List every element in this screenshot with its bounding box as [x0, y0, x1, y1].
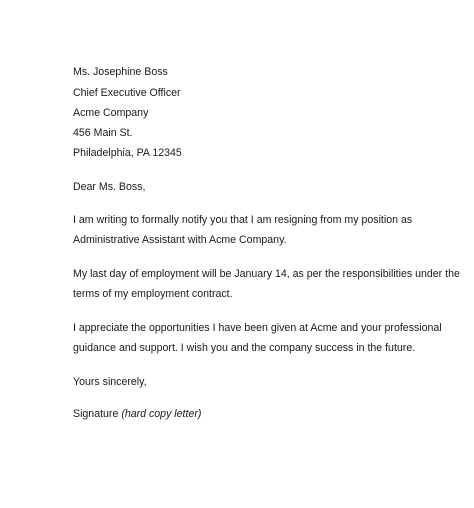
salutation: Dear Ms. Boss,	[73, 181, 146, 193]
recipient-street: 456 Main St.	[73, 127, 133, 139]
recipient-name: Ms. Josephine Boss	[73, 66, 168, 78]
signature-line	[73, 408, 201, 421]
paragraph-2-line-1: My last day of employment will be January 14, as per the responsibilities under the	[73, 268, 460, 280]
paragraph-1-line-1: I am writing to formally notify you that I am resigning from my position as	[73, 214, 413, 226]
signature-note: (hard copy letter)	[121, 408, 202, 420]
signature-label: Signature	[73, 408, 119, 420]
paragraph-3-line-2: guidance and support. I wish you and the company success in the future.	[73, 342, 416, 354]
paragraph-1-line-2: Administrative Assistant with Acme Company.	[73, 234, 287, 246]
paragraph-2-line-2: terms of my employment contract.	[73, 288, 233, 300]
recipient-title: Chief Executive Officer	[73, 87, 181, 99]
recipient-company: Acme Company	[73, 107, 149, 119]
closing: Yours sincerely,	[73, 376, 147, 388]
paragraph-3-line-1: I appreciate the opportunities I have been given at Acme and your professional	[73, 322, 442, 334]
recipient-city-state-zip: Philadelphia, PA 12345	[73, 147, 182, 159]
